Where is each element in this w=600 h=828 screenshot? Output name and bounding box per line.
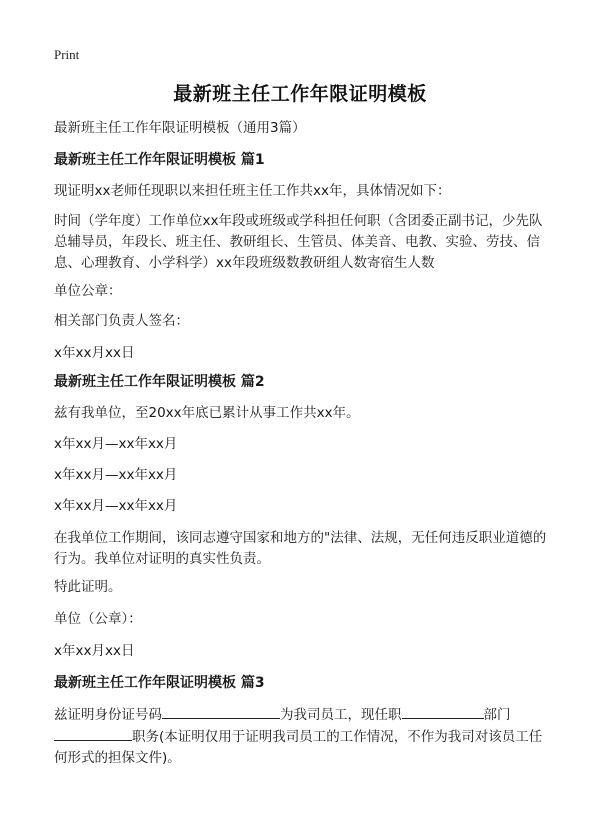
section2-paragraph-1: 兹有我单位，至20xx年底已累计从事工作共xx年。: [54, 405, 360, 421]
section2-paragraph-2: 在我单位工作期间，该同志遵守国家和地方的"法律、法规，无任何违反职业道德的行为。我单位对证明的真实性负责。: [54, 530, 547, 567]
section1-heading: 最新班主任工作年限证明模板 篇1: [54, 152, 265, 168]
section3-text-c: 部门: [483, 707, 511, 723]
section1-paragraph-2: 时间（学年度）工作单位xx年段或班级或学科担任何职（含团委正副书记，少先队总辅导员，年段长、班主任、教研组长、生管员、体美音、电教、实验、劳技、信息、心理教育、小学科学）xx年段班级数教研组人数寄宿生人数: [54, 213, 543, 271]
section2-seal: 单位（公章）：: [54, 611, 142, 627]
document-title: 最新班主任工作年限证明模板: [173, 83, 427, 105]
section1-signature: 相关部门负责人签名：: [54, 313, 189, 329]
section1-paragraph-1: 现证明xx老师任现职以来担任班主任工作共xx年，具体情况如下：: [54, 183, 451, 199]
section1-seal: 单位公章：: [54, 283, 122, 299]
section3-text-a: 兹证明身份证号码: [54, 707, 162, 723]
section3-paragraph-1: [54, 704, 550, 769]
section2-period-1: x年xx月—xx年xx月: [54, 436, 178, 452]
department-blank: [54, 726, 132, 741]
section2-period-2: x年xx月—xx年xx月: [54, 467, 178, 483]
id-number-blank: [162, 704, 280, 719]
section3-text-d: 职务(本证明仅用于证明我司员工的工作情况，不作为我司对该员工任何形式的担保文件)。: [54, 729, 543, 766]
section2-date: x年xx月xx日: [54, 643, 135, 659]
section3-heading: 最新班主任工作年限证明模板 篇3: [54, 675, 265, 691]
section2-paragraph-3: 特此证明。: [54, 579, 122, 595]
position-blank: [402, 704, 484, 719]
document-subtitle: 最新班主任工作年限证明模板（通用3篇）: [54, 120, 306, 136]
section2-period-3: x年xx月—xx年xx月: [54, 498, 178, 514]
print-link[interactable]: Print: [54, 47, 80, 62]
section3-text-b: 为我司员工，现任职: [280, 707, 402, 723]
section1-date: x年xx月xx日: [54, 345, 135, 361]
section2-heading: 最新班主任工作年限证明模板 篇2: [54, 374, 265, 390]
